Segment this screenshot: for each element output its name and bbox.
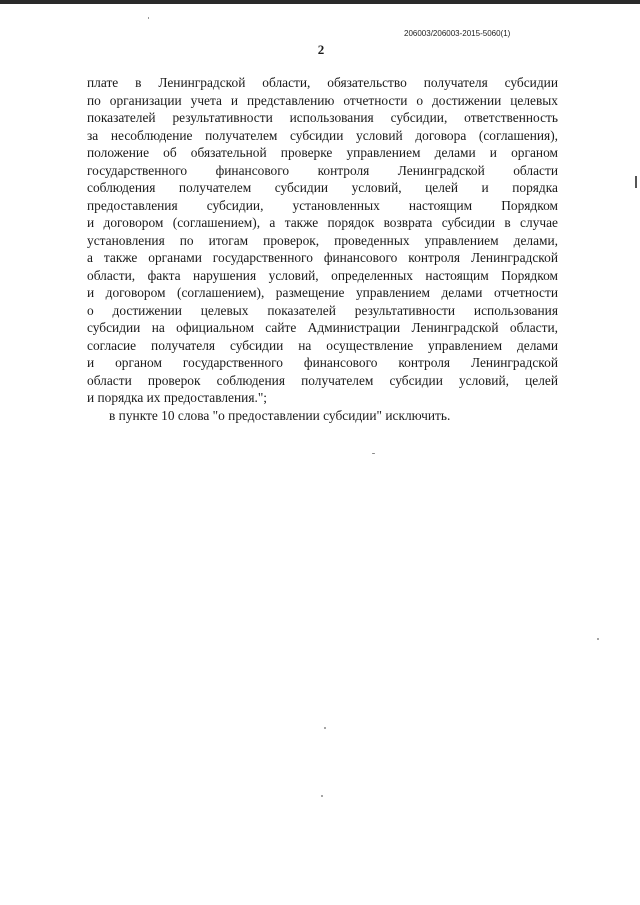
- scan-speck: [148, 17, 149, 19]
- text-line: за несоблюдение получателем субсидии условий договора (соглашения),: [87, 127, 558, 143]
- scan-edge-mark: [635, 176, 637, 188]
- text-line: а также органами государственного финансового контроля Ленинградской: [87, 250, 558, 265]
- scan-top-edge: [0, 0, 640, 4]
- document-id: 206003/206003-2015-5060(1): [404, 29, 511, 38]
- text-line: соблюдения получателем субсидии условий, целей и порядка: [87, 180, 558, 195]
- text-line: показателей результативности использования субсидии, ответственность: [87, 110, 558, 125]
- text-line: по организации учета и представлению отчетности о достижении целевых: [87, 92, 558, 108]
- text-line: области, факта нарушения условий, определенных настоящим Порядком: [87, 267, 558, 283]
- text-line: о достижении целевых показателей результативности использования: [87, 302, 558, 318]
- text-line: предоставления субсидии, установленных настоящим Порядком: [87, 197, 558, 213]
- text-line: плате в Ленинградской области, обязательство получателя субсидии: [87, 75, 558, 90]
- scan-speck: [321, 795, 323, 797]
- scan-speck: [372, 453, 375, 454]
- text-line: и органом государственного финансового контроля Ленинградской: [87, 355, 558, 370]
- scan-speck: [597, 638, 599, 640]
- text-line: государственного финансового контроля Ленинградской области: [87, 162, 558, 178]
- final-paragraph: в пункте 10 слова "о предоставлении субсидии" исключить.: [109, 407, 451, 423]
- text-line: и договором (соглашением), а также порядок возврата субсидии в случае: [87, 215, 558, 230]
- text-line: и порядка их предоставления.";: [87, 390, 268, 405]
- text-line: установления по итогам проверок, проведенных управлением делами,: [87, 232, 558, 248]
- text-line: и договором (соглашением), размещение управлением делами отчетности: [87, 285, 558, 300]
- text-line: области проверок соблюдения получателем субсидии условий, целей: [87, 372, 558, 388]
- text-line: субсидии на официальном сайте Администрации Ленинградской области,: [87, 320, 558, 335]
- text-line: согласие получателя субсидии на осуществление управлением делами: [87, 337, 558, 353]
- text-line: положение об обязательной проверке управлением делами и органом: [87, 145, 558, 160]
- scan-speck: [324, 727, 326, 729]
- page-number: 2: [317, 42, 325, 57]
- body-text: [87, 74, 558, 424]
